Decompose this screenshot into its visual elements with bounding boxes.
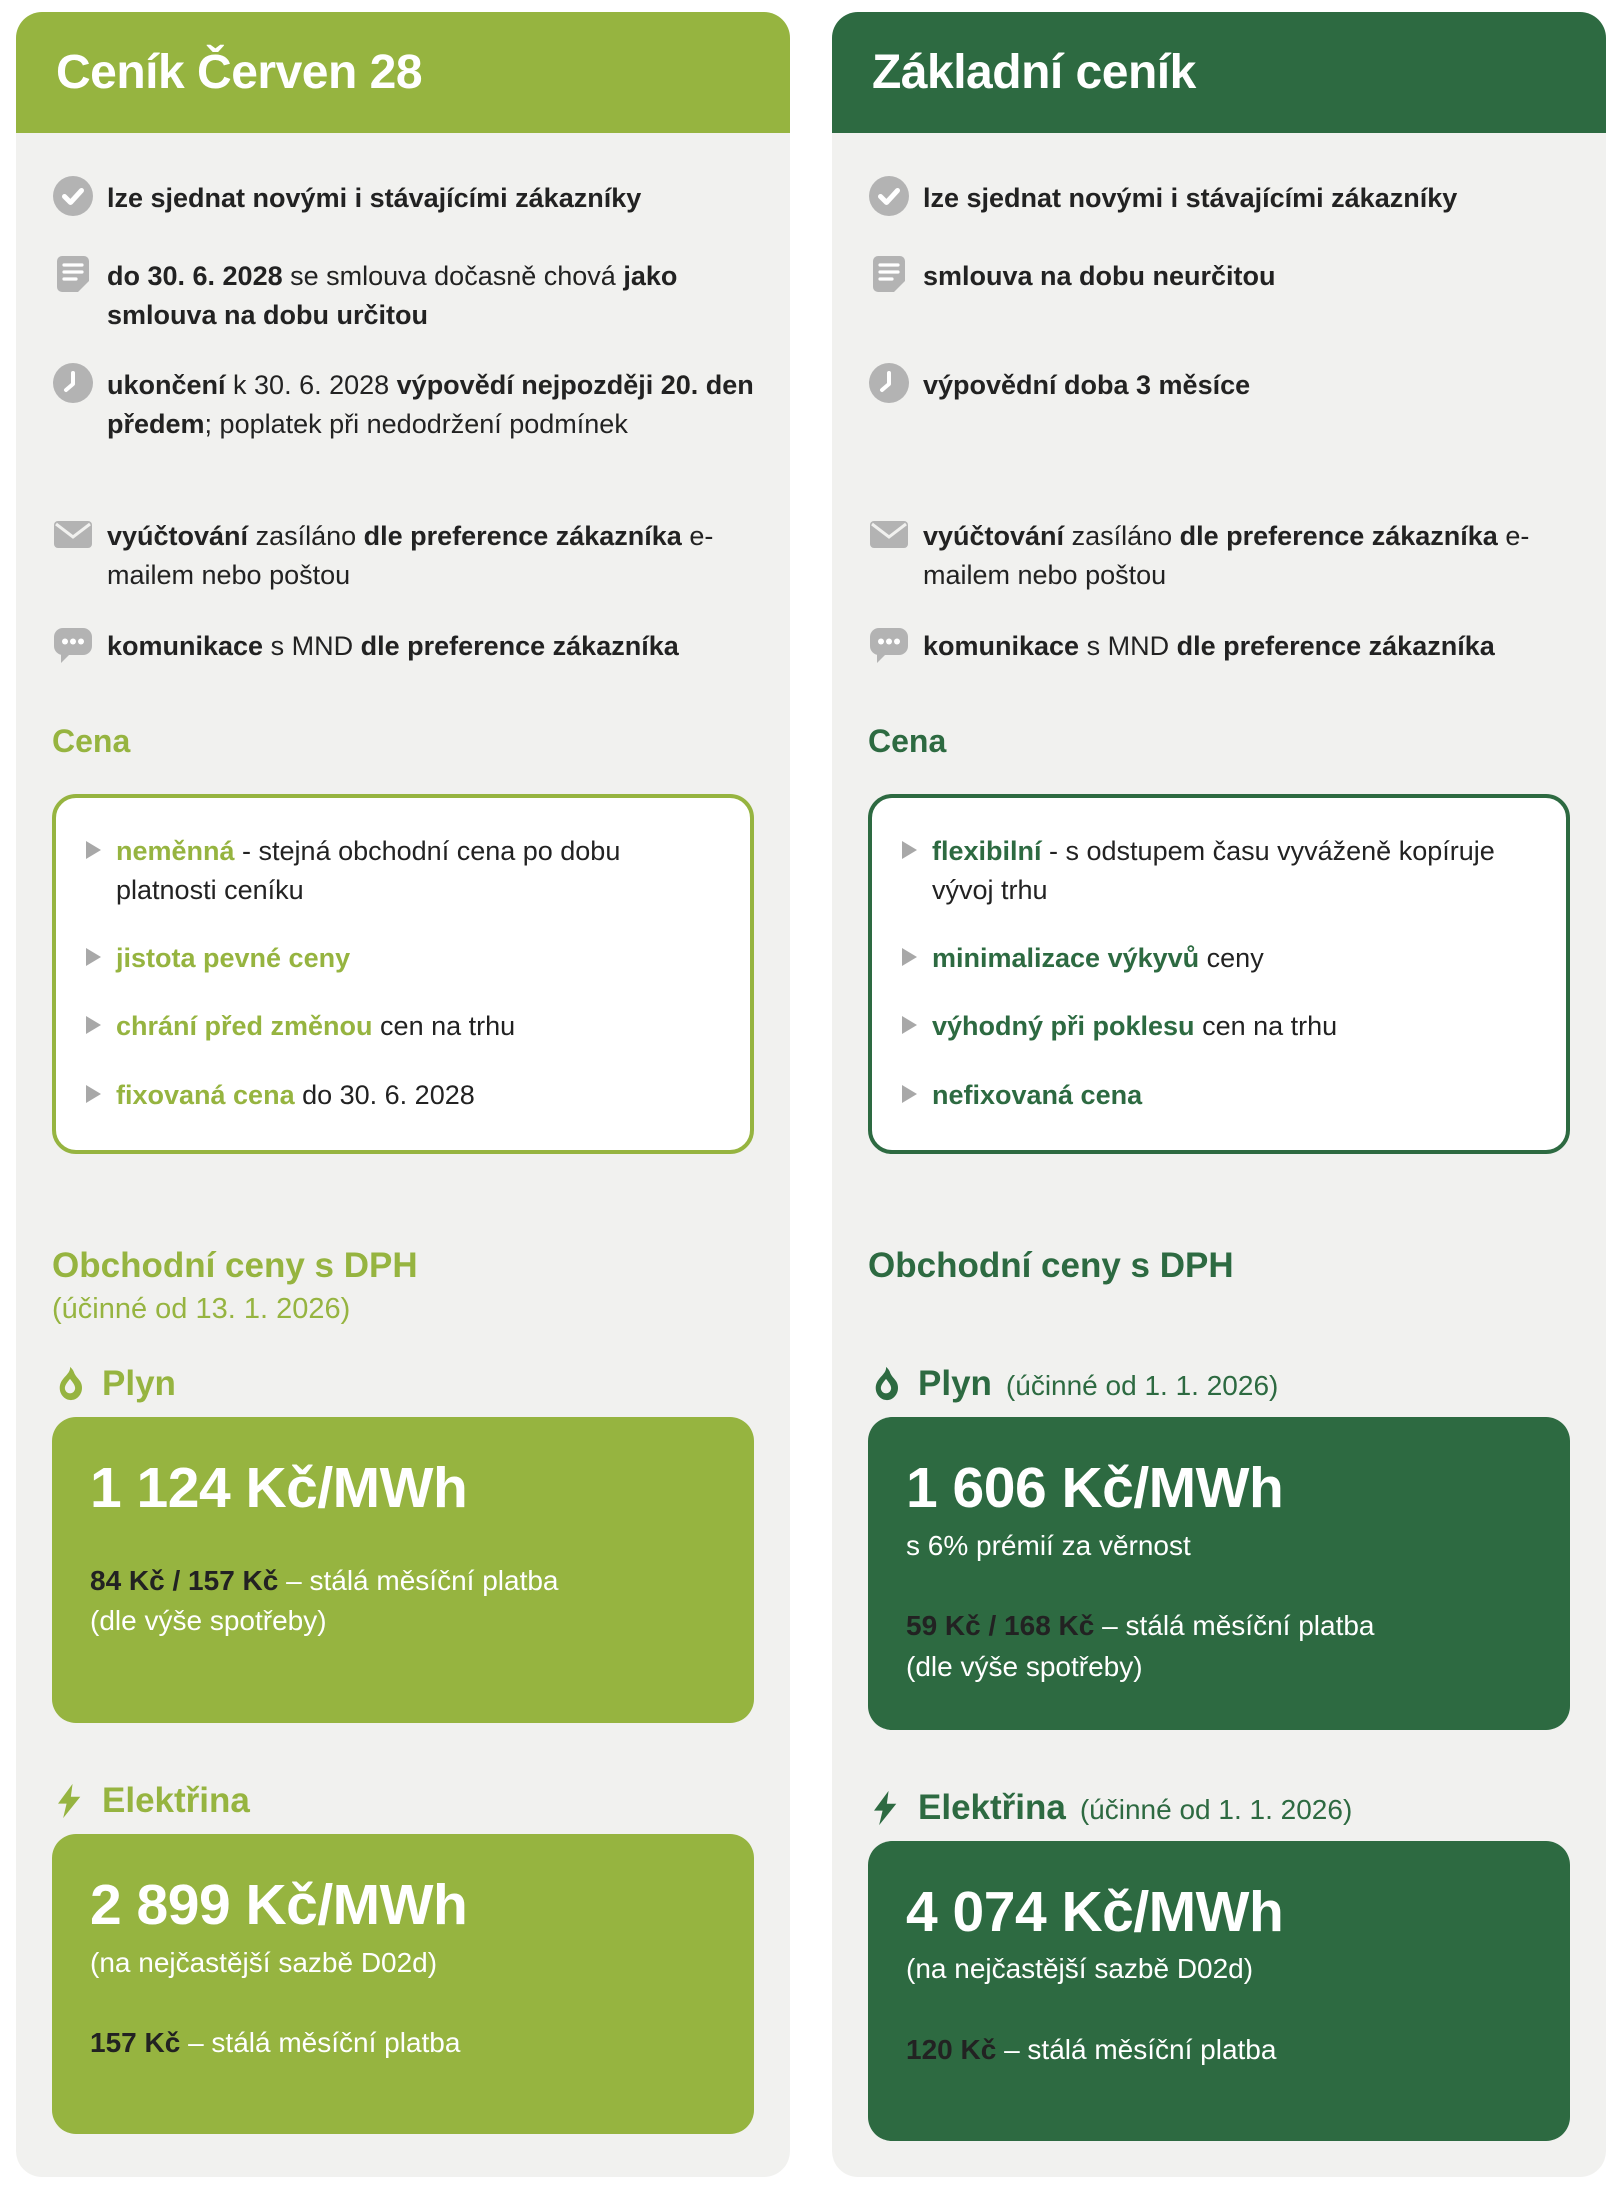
- gas-price: 1 124 Kč/MWh: [90, 1455, 468, 1520]
- gas-label: Plyn: [102, 1363, 176, 1403]
- electricity-payment-text: – stálá měsíční platba: [180, 2027, 461, 2059]
- text-segment: cen na trhu: [1194, 1011, 1338, 1042]
- flame-icon: [868, 1364, 904, 1404]
- feature-text: [923, 513, 1570, 595]
- feature-item: [868, 513, 1570, 623]
- cena-bullet-list: [86, 832, 720, 1115]
- text-segment: lze sjednat novými i stávajícími zákazníky: [923, 183, 1458, 213]
- feature-list: [52, 175, 754, 723]
- bullet-text: [932, 832, 1536, 910]
- text-segment: - s odstupem času vyváženě kopíruje vývoj trhu: [932, 836, 1495, 906]
- check-circle-icon: [52, 175, 94, 217]
- bullet-text: [116, 939, 350, 978]
- cena-bullet: [902, 832, 1536, 910]
- feature-item: [868, 175, 1570, 253]
- prices-heading-block: [52, 1246, 754, 1364]
- text-segment: výpovědí nejpozději 20. den předem: [107, 370, 754, 440]
- cena-bullet: [86, 1007, 720, 1046]
- gas-payment-sub: (dle výše spotřeby): [90, 1605, 327, 1637]
- triangle-bullet-icon: [86, 1016, 101, 1034]
- text-segment: cen na trhu: [372, 1011, 516, 1042]
- lightning-icon: [52, 1781, 88, 1821]
- lightning-icon: [868, 1788, 904, 1828]
- electricity-heading-row: [52, 1781, 754, 1821]
- gas-effective-date: (účinné od 1. 1. 2026): [1005, 1369, 1279, 1401]
- text-segment: lze sjednat novými i stávajícími zákazníky: [107, 183, 642, 213]
- electricity-monthly-payment: [906, 2030, 1532, 2071]
- feature-text: [107, 175, 641, 218]
- bullet-text: [116, 1007, 515, 1046]
- column-header: [16, 12, 790, 133]
- triangle-bullet-icon: [902, 1016, 917, 1034]
- text-segment: vyúčtování: [923, 521, 1065, 551]
- prices-effective-date: (účinné od 13. 1. 2026): [52, 1292, 351, 1325]
- electricity-price-card: [52, 1834, 754, 2134]
- text-segment: smlouva na dobu neurčitou: [923, 261, 1276, 291]
- cena-box: [868, 794, 1570, 1154]
- bullet-text: [932, 1007, 1337, 1046]
- text-segment: jako smlouva na dobu určitou: [107, 261, 678, 331]
- bullet-text: [116, 832, 720, 910]
- cena-bullet: [902, 1007, 1536, 1046]
- cena-bullet: [86, 832, 720, 910]
- electricity-payment-text: – stálá měsíční platba: [996, 2034, 1277, 2066]
- gas-payment-text: – stálá měsíční platba: [278, 1564, 559, 1596]
- text-segment: do 30. 6. 2028: [294, 1079, 475, 1110]
- triangle-bullet-icon: [86, 948, 101, 966]
- text-segment: s MND: [1079, 631, 1177, 661]
- text-segment: zasíláno: [248, 521, 364, 551]
- feature-text: [923, 175, 1457, 218]
- text-segment: výpovědní doba 3 měsíce: [923, 370, 1251, 400]
- gas-price-note: s 6% prémií za věrnost: [906, 1529, 1191, 1561]
- electricity-price-note: (na nejčastější sazbě D02d): [906, 1953, 1254, 1985]
- gas-payment-amount: 59 Kč / 168 Kč: [906, 1610, 1095, 1642]
- cena-box: [52, 794, 754, 1154]
- text-segment: ukončení: [107, 370, 226, 400]
- cena-bullet: [86, 939, 720, 978]
- electricity-price-card: [868, 1841, 1570, 2141]
- text-segment: do 30. 6. 2028: [107, 261, 283, 291]
- gas-heading-row: [52, 1364, 754, 1404]
- bullet-text: [932, 939, 1264, 978]
- text-segment: nefixovaná cena: [932, 1079, 1143, 1110]
- flame-icon: [52, 1364, 88, 1404]
- text-segment: - stejná obchodní cena po dobu platnosti ceníku: [116, 836, 621, 906]
- feature-text: [107, 253, 754, 335]
- text-segment: se smlouva dočasně chová: [282, 261, 624, 291]
- prices-heading: Obchodní ceny s DPH: [868, 1245, 1234, 1285]
- text-segment: minimalizace výkyvů: [932, 943, 1200, 974]
- text-segment: e-mailem nebo poštou: [923, 521, 1530, 591]
- text-segment: dle preference zákazníka: [363, 521, 682, 551]
- electricity-label: Elektřina: [102, 1780, 250, 1820]
- gas-payment-amount: 84 Kč / 157 Kč: [90, 1564, 279, 1596]
- cena-bullet: [902, 939, 1536, 978]
- feature-text: [923, 623, 1495, 666]
- gas-payment-sub: (dle výše spotřeby): [906, 1650, 1143, 1682]
- electricity-price: 4 074 Kč/MWh: [906, 1879, 1284, 1944]
- column-cenik-cerven: [16, 12, 790, 2177]
- gas-heading-row: [868, 1364, 1570, 1404]
- text-segment: ; poplatek při nedodržení podmínek: [204, 409, 628, 440]
- electricity-payment-amount: 157 Kč: [90, 2027, 181, 2059]
- triangle-bullet-icon: [86, 1085, 101, 1103]
- feature-item: [868, 623, 1570, 723]
- gas-monthly-payment: [906, 1606, 1532, 1647]
- clock-icon: [52, 362, 94, 404]
- text-segment: flexibilní: [932, 836, 1042, 866]
- feature-text: [107, 623, 679, 666]
- text-segment: vyúčtování: [107, 521, 249, 551]
- envelope-icon: [52, 513, 94, 555]
- feature-item: [52, 513, 754, 623]
- cena-bullet-list: [902, 832, 1536, 1115]
- electricity-monthly-payment: [90, 2023, 716, 2064]
- column-zakladni-cenik: [832, 12, 1606, 2177]
- triangle-bullet-icon: [902, 1085, 917, 1103]
- feature-item: [52, 623, 754, 723]
- feature-text: [107, 362, 754, 444]
- text-segment: komunikace: [107, 631, 264, 661]
- text-segment: dle preference zákazníka: [1179, 521, 1498, 551]
- triangle-bullet-icon: [902, 841, 917, 859]
- column-title: Základní ceník: [872, 46, 1196, 99]
- electricity-heading-row: [868, 1788, 1570, 1828]
- feature-item: [868, 362, 1570, 513]
- feature-item: [52, 253, 754, 362]
- text-segment: dle preference zákazníka: [1176, 631, 1495, 661]
- gas-price-card: [868, 1417, 1570, 1730]
- cena-heading: Cena: [868, 723, 947, 759]
- clock-icon: [868, 362, 910, 404]
- feature-item: [52, 362, 754, 513]
- chat-icon: [52, 623, 94, 665]
- bullet-text: [932, 1076, 1142, 1115]
- document-icon: [868, 253, 910, 295]
- envelope-icon: [868, 513, 910, 555]
- text-segment: neměnná: [116, 836, 235, 866]
- gas-monthly-payment: [90, 1561, 716, 1602]
- prices-heading: Obchodní ceny s DPH: [52, 1245, 418, 1285]
- feature-text: [107, 513, 754, 595]
- document-icon: [52, 253, 94, 295]
- feature-text: [923, 362, 1250, 405]
- triangle-bullet-icon: [902, 948, 917, 966]
- text-segment: zasíláno: [1064, 521, 1180, 551]
- feature-item: [868, 253, 1570, 362]
- text-segment: fixovaná cena: [116, 1079, 295, 1110]
- gas-price-card: [52, 1417, 754, 1723]
- gas-label: Plyn: [918, 1363, 992, 1403]
- cena-heading: Cena: [52, 723, 131, 759]
- gas-price: 1 606 Kč/MWh: [906, 1455, 1284, 1520]
- electricity-label: Elektřina: [918, 1787, 1066, 1827]
- feature-text: [923, 253, 1276, 296]
- text-segment: chrání před změnou: [116, 1011, 373, 1042]
- text-segment: dle preference zákazníka: [360, 631, 679, 661]
- text-segment: e-mailem nebo poštou: [107, 521, 714, 591]
- text-segment: s MND: [263, 631, 361, 661]
- text-segment: komunikace: [923, 631, 1080, 661]
- bullet-text: [116, 1076, 475, 1115]
- prices-heading-block: [868, 1246, 1570, 1364]
- column-body: [832, 133, 1606, 2177]
- column-body: [16, 133, 790, 2177]
- cena-bullet: [902, 1076, 1536, 1115]
- feature-list: [868, 175, 1570, 723]
- gas-payment-text: – stálá měsíční platba: [1094, 1610, 1375, 1642]
- cena-bullet: [86, 1076, 720, 1115]
- column-title: Ceník Červen 28: [56, 46, 423, 99]
- text-segment: ceny: [1199, 943, 1264, 974]
- feature-item: [52, 175, 754, 253]
- electricity-effective-date: (účinné od 1. 1. 2026): [1079, 1793, 1353, 1825]
- electricity-price-note: (na nejčastější sazbě D02d): [90, 1946, 438, 1978]
- text-segment: k 30. 6. 2028: [225, 370, 397, 400]
- electricity-price: 2 899 Kč/MWh: [90, 1872, 468, 1937]
- chat-icon: [868, 623, 910, 665]
- check-circle-icon: [868, 175, 910, 217]
- text-segment: jistota pevné ceny: [116, 943, 351, 974]
- electricity-payment-amount: 120 Kč: [906, 2034, 997, 2066]
- column-header: [832, 12, 1606, 133]
- text-segment: výhodný při poklesu: [932, 1011, 1195, 1042]
- triangle-bullet-icon: [86, 841, 101, 859]
